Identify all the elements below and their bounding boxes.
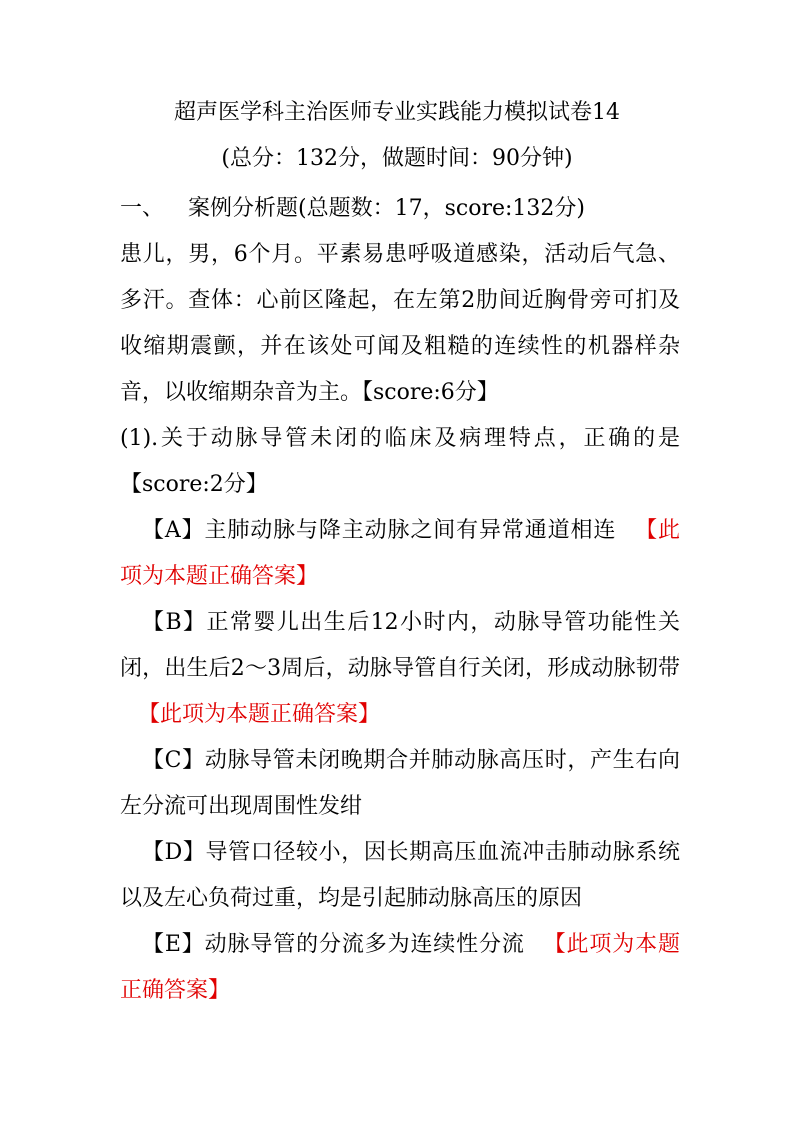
correct-answer-mark: 【此项为本题正确答案】 (120, 932, 680, 1003)
option-a (120, 508, 680, 600)
option-label: 【D】 (142, 840, 206, 865)
question-stem: (1).关于动脉导管未闭的临床及病理特点，正确的是【score:2分】 (120, 426, 680, 497)
section-heading (120, 186, 680, 232)
exam-body (120, 186, 680, 1014)
option-text: 动脉导管未闭晚期合并肺动脉高压时，产生右向左分流可出现周围性发绀 (120, 748, 680, 819)
option-text: 导管口径较小，因长期高压血流冲击肺动脉系统以及左心负荷过重，均是引起肺动脉高压的原因 (120, 840, 680, 911)
option-label: 【A】 (142, 518, 205, 543)
option-label: 【C】 (142, 748, 205, 773)
correct-answer-mark: 【此项为本题正确答案】 (120, 518, 680, 589)
exam-title: 超声医学科主治医师专业实践能力模拟试卷14 (174, 100, 620, 125)
correct-answer-mark: 【此项为本题正确答案】 (138, 702, 381, 727)
option-text: 动脉导管的分流多为连续性分流 (204, 932, 525, 957)
section-number: 一、 (120, 196, 165, 221)
option-b (120, 600, 680, 738)
option-label: 【B】 (142, 610, 207, 635)
option-d (120, 830, 680, 922)
case-description: 患儿，男，6个月。平素易患呼吸道感染，活动后气急、多汗。查体：心前区隆起，在左第2肋间近胸骨旁可扪及收缩期震颤，并在该处可闻及粗糙的连续性的机器样杂音，以收缩期杂音为主。【score:6分】 (120, 242, 680, 405)
option-label: 【E】 (142, 932, 205, 957)
option-c (120, 738, 680, 830)
exam-subtitle: (总分：132分，做题时间：90分钟) (221, 146, 573, 171)
option-text: 主肺动脉与降主动脉之间有异常通道相连 (204, 518, 617, 543)
option-e (120, 922, 680, 1014)
section-title: 案例分析题(总题数：17，score:132分) (188, 196, 585, 221)
option-text: 正常婴儿出生后12小时内，动脉导管功能性关闭，出生后2～3周后，动脉导管自行关闭，形成动脉韧带 (120, 610, 680, 681)
